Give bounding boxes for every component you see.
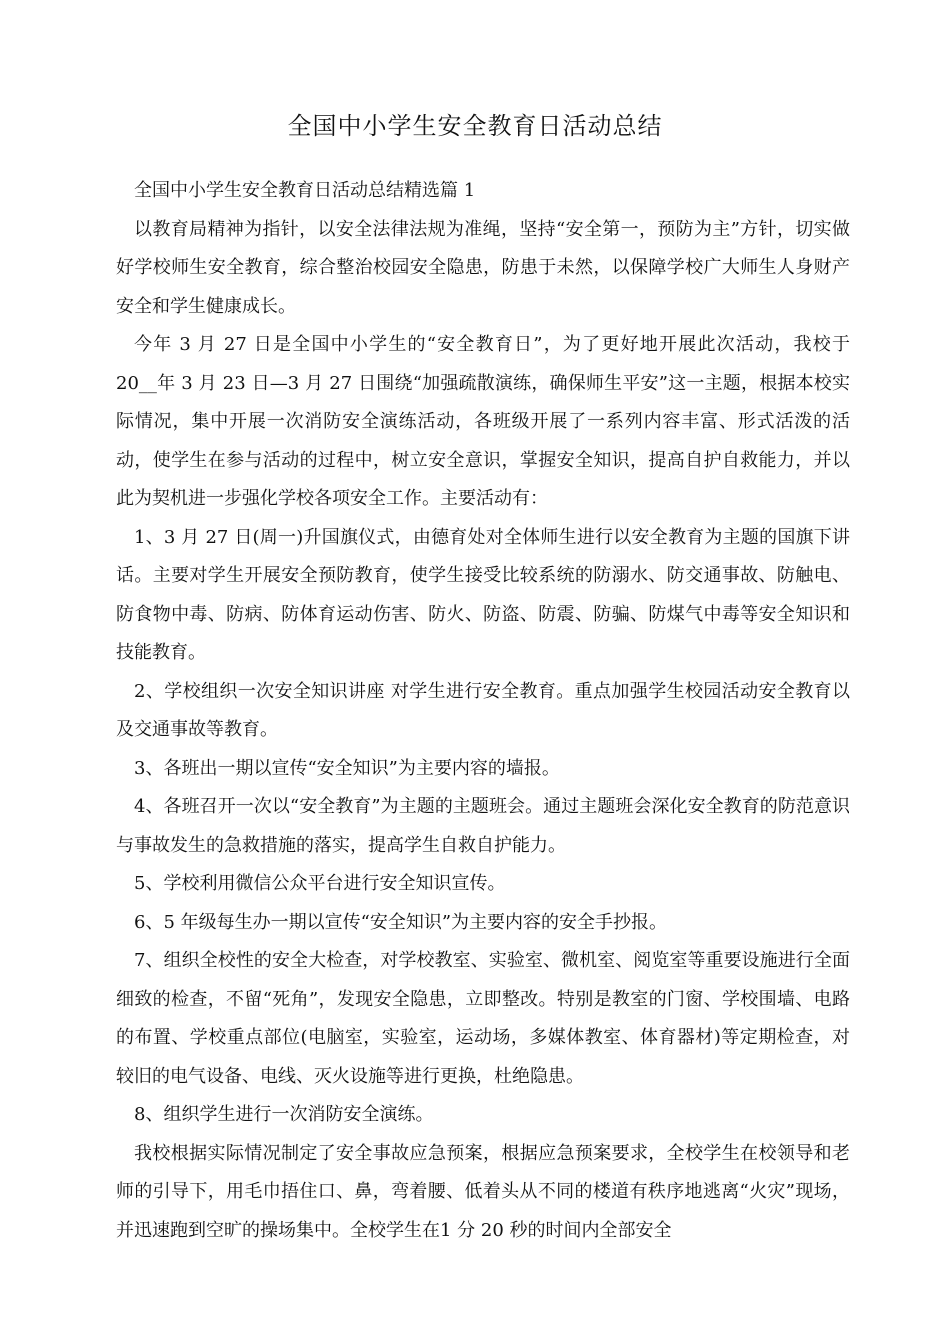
section-heading: 全国中小学生安全教育日活动总结精选篇 1 [134, 180, 476, 201]
paragraph-intro: 以教育局精神为指针，以安全法律法规为准绳，坚持“安全第一，预防为主”方针，切实做好学校师生安全教育，综合整治校园安全隐患，防患于未然，以保障学校广大师生人身财产安全和学生健康成长。 [116, 218, 850, 317]
paragraph-item-2: 2、学校组织一次安全知识讲座 对学生进行安全教育。重点加强学生校园活动安全教育以及交通事故等教育。 [116, 680, 850, 740]
paragraph-item-8: 8、组织学生进行一次消防安全演练。 [134, 1104, 434, 1125]
paragraph-item-6: 6、5 年级每生办一期以宣传“安全知识”为主要内容的安全手抄报。 [134, 911, 668, 933]
paragraph-item-3: 3、各班出一期以宣传“安全知识”为主要内容的墙报。 [134, 757, 560, 779]
paragraph-drill: 我校根据实际情况制定了安全事故应急预案，根据应急预案要求，全校学生在校领导和老师的引导下，用毛巾捂住口、鼻，弯着腰、低着头从不同的楼道有秩序地逃离“火灾”现场，并迅速跑到空旷的操场集中。全校学生在1 分 20 秒的时间内全部安全 [116, 1142, 850, 1241]
document-title: 全国中小学生安全教育日活动总结 [287, 112, 663, 140]
document-body [116, 172, 850, 1250]
paragraph-item-7: 7、组织全校性的安全大检查，对学校教室、实验室、微机室、阅览室等重要设施进行全面细致的检查，不留“死角”，发现安全隐患，立即整改。特别是教室的门窗、学校围墙、电路的布置、学校重点部位(电脑室，实验室，运动场，多媒体教室、体育器材)等定期检查，对较旧的电气设备、电线、灭火设施等进行更换，杜绝隐患。 [116, 950, 850, 1087]
paragraph-item-1: 1、3 月 27 日(周一)升国旗仪式，由德育处对全体师生进行以安全教育为主题的国旗下讲话。主要对学生开展安全预防教育，使学生接受比较系统的防溺水、防交通事故、防触电、防食物中毒、防病、防体育运动伤害、防火、防盗、防震、防骗、防煤气中毒等安全知识和技能教育。 [116, 526, 850, 663]
paragraph-item-4: 4、各班召开一次以“安全教育”为主题的主题班会。通过主题班会深化安全教育的防范意识与事故发生的急救措施的落实，提高学生自救自护能力。 [116, 796, 850, 856]
paragraph-overview: 今年 3 月 27 日是全国中小学生的“安全教育日”，为了更好地开展此次活动，我校于 20__年 3 月 23 日—3 月 27 日围绕“加强疏散演练，确保师生平安”这一主题，根据本校实际情况，集中开展一次消防安全演练活动，各班级开展了一系列内容丰富、形式活泼的活动，使学生在参与活动的过程中，树立安全意识，掌握安全知识，提高自护自救能力，并以此为契机进一步强化学校各项安全工作。主要活动有： [116, 334, 850, 509]
paragraph-item-5: 5、学校利用微信公众平台进行安全知识宣传。 [134, 873, 506, 894]
